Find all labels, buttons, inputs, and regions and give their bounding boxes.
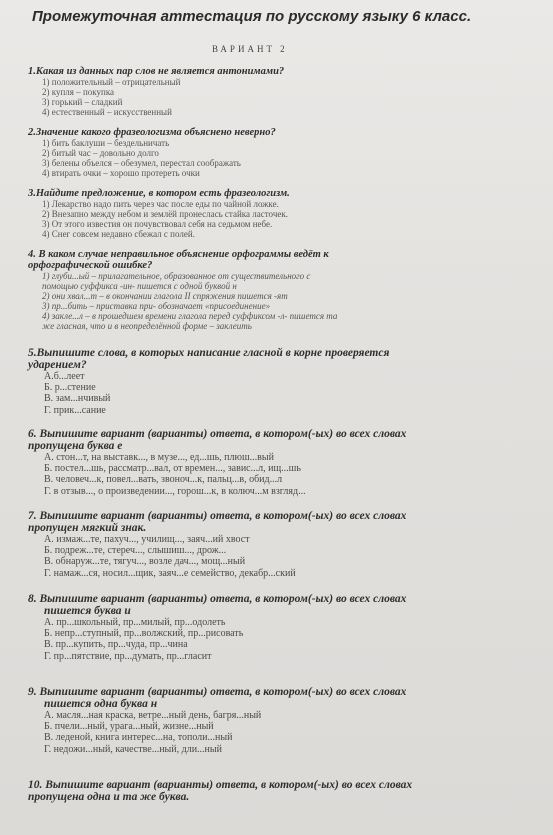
question-title: 5.Выпишите слова, в которых написание гласной в корне проверяется [28,347,390,359]
answer-option: Г. пр...пятствие, пр...думать, пр...гласит [44,650,212,662]
question-4 [28,249,543,331]
answer-option: Б. постел...шь, рассматр...вал, от времен..., завис...л, ищ...шь [44,463,301,475]
answer-option: 3) белены объелся – обезумел, перестал соображать [42,158,241,168]
question-title: 10. Выпишите вариант (варианты) ответа, в котором(-ых) во всех словах [28,779,413,791]
question-title: 3.Найдите предложение, в котором есть фразеологизм. [28,188,290,199]
answer-options [44,534,543,579]
answer-options [44,617,543,662]
answer-option: В. человеч...к, повел...вать, звоноч...к, пальц...в, обид...л [44,474,283,486]
answer-options [42,199,543,239]
answer-option: 1) бить баклуши – бездельничать [42,138,170,148]
question-10 [28,779,543,803]
question-title: 1.Какая из данных пар слов не является антонимами? [28,66,285,77]
answer-option: А. пр...школьный, пр...милый, пр...одолеть [44,617,226,628]
answer-option: В. леденой, книга интерес...на, тополи...ный [44,732,233,744]
question-6 [28,428,543,497]
answer-options [44,710,543,755]
question-title: 7. Выпишите вариант (варианты) ответа, в котором(-ых) во всех словах [28,510,407,522]
answer-option: А. стон...т, на выставк..., в музе..., ед...шь, плюш...вый [44,452,274,463]
question-title-continued: пишется буква и [44,605,131,617]
question-9 [28,686,543,755]
question-1 [28,66,543,117]
question-5 [28,347,543,416]
question-7 [28,510,543,579]
answer-option: 4) естественный – искусственный [42,107,172,117]
answer-option: Г. намаж...ся, носил...щик, заяч...е семейство, декабр...ский [44,567,296,579]
question-title: 4. В каком случае неправильное объяснение орфограммы ведёт к [28,249,329,260]
answer-option: В. обнаруж...те, тягуч..., возле дач..., мощ...ный [44,556,246,568]
answer-option: 2) купля – покупка [42,87,115,97]
question-2 [28,127,543,178]
question-title: 8. Выпишите вариант (варианты) ответа, в котором(-ых) во всех словах [28,593,407,605]
question-title-continued: ударением? [28,359,87,371]
question-title: 2.Значение какого фразеологизма объяснено неверно? [28,127,276,138]
answer-option: 2) Внезапно между небом и землёй пронеслась стайка ласточек. [42,209,288,219]
answer-option: 1) положительный – отрицательный [42,77,181,87]
answer-option: Б. непр...ступный, пр...волжский, пр...рисовать [44,628,244,640]
question-title-continued: пропущен мягкий знак. [28,522,147,534]
page-title: Промежуточная аттестация по русскому языку 6 класс. [32,8,472,25]
answer-option: 2) битый час – довольно долго [42,148,159,158]
answer-option: Г. недожи...ный, качестве...ный, дли...ный [44,743,222,755]
answer-option: помощью суффикса -ин- пишется с одной буквой н [42,281,237,291]
answer-option: А. масля...ная краска, ветре...ный день, багря...ный [44,710,262,721]
answer-option: 4) Снег совсем недавно сбежал с полей. [42,229,195,239]
answer-option: Б. подреж...те, стереч..., слышиш..., дрож... [44,545,227,557]
answer-option: 3) От этого известия он почувствовал себя на седьмом небе. [42,219,273,229]
answer-options [42,77,543,117]
question-3 [28,188,543,239]
answer-option: же гласная, что и в неопределённой форме – заклеить [42,321,252,331]
answer-option: 1) Лекарство надо пить через час после еды по чайной ложке. [42,199,279,209]
answer-option: А. измаж...те, пахуч..., училищ..., заяч...ий хвост [44,534,250,545]
answer-option: 4) закле...л – в прошедшем времени глагола перед суффиксом -л- пишется та [42,311,338,321]
answer-option: А.б...леет [44,371,85,382]
question-title-continued: орфографической ошибке? [28,260,153,271]
variant-label: ВАРИАНТ 2 [212,44,288,54]
answer-options [44,452,543,497]
answer-option: Б. р...стение [44,382,96,394]
answer-option: Б. пчели...ный, урага...ный, жизне...ный [44,721,214,733]
question-title-continued: пропущена буква е [28,440,123,452]
question-title-continued: пишется одна буква н [44,698,158,710]
answer-options [42,271,543,331]
answer-option: 3) горький – сладкий [42,97,123,107]
answer-options [44,371,543,416]
answer-option: 1) глуби...ый – прилагательное, образованное от существительного с [42,271,311,281]
question-8 [28,593,543,662]
answer-options [42,138,543,178]
answer-option: В. зам...нчивый [44,393,111,405]
answer-option: В. пр...купить, пр...чуда, пр...чина [44,639,188,651]
answer-option: Г. в отзыв..., о произведении..., горош...к, в колюч...м взгляд... [44,485,306,497]
question-title: 6. Выпишите вариант (варианты) ответа, в котором(-ых) во всех словах [28,428,407,440]
answer-option: 4) втирать очки – хорошо протереть очки [42,168,200,178]
question-title-continued: пропущена одна и та же буква. [28,791,190,803]
question-title: 9. Выпишите вариант (варианты) ответа, в котором(-ых) во всех словах [28,686,407,698]
answer-option: 3) пр...бить – приставка при- обозначает «присоединение» [42,301,271,311]
answer-option: 2) они хвал...т – в окончании глагола II спряжения пишется -ят [42,291,288,301]
answer-option: Г. прик...сание [44,404,106,416]
